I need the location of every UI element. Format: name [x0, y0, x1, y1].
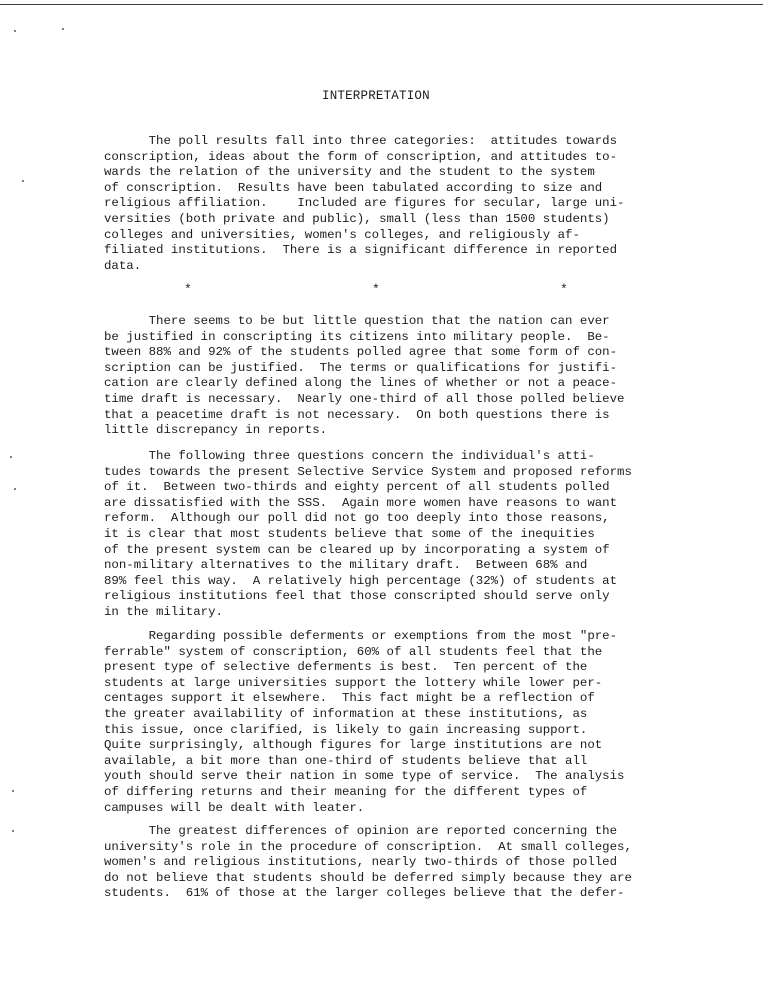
text-line: of the present system can be cleared up by incorporating a system of	[104, 542, 610, 557]
text-line: be justified in conscripting its citizens into military people. Be-	[104, 329, 610, 344]
text-line: conscription, ideas about the form of conscription, and attitudes to-	[104, 149, 618, 164]
text-line: that a peacetime draft is not necessary. On both questions there is	[104, 407, 610, 422]
paragraph-university-role	[104, 824, 644, 902]
text-line: campuses will be dealt with leater.	[104, 800, 365, 815]
text-line: The following three questions concern the individual's atti-	[104, 449, 595, 463]
scan-speck	[62, 28, 64, 30]
scan-speck	[12, 790, 14, 792]
text-line: The greatest differences of opinion are reported concerning the	[104, 824, 618, 838]
text-line: religious affiliation. Included are figures for secular, large uni-	[104, 196, 625, 211]
text-line: centages support it elsewhere. This fact might be a reflection of	[104, 691, 595, 706]
text-line: The poll results fall into three categories: attitudes towards	[104, 134, 618, 148]
section-separator	[0, 282, 763, 298]
text-line: versities (both private and public), small (less than 1500 students)	[104, 211, 610, 226]
text-line: it is clear that most students believe that some of the inequities	[104, 526, 595, 541]
text-line: of differing returns and their meaning for the different types of	[104, 784, 588, 799]
scan-speck	[22, 180, 24, 182]
text-line: do not believe that students should be deferred simply because they are	[104, 870, 632, 885]
text-line: available, a bit more than one-third of students believe that all	[104, 753, 588, 768]
text-line: religious institutions feel that those conscripted should serve only	[104, 589, 610, 604]
text-line: tudes towards the present Selective Service System and proposed reforms	[104, 464, 632, 479]
text-line: present type of selective deferments is best. Ten percent of the	[104, 660, 588, 675]
paragraph-selective-service	[104, 449, 644, 621]
text-line: wards the relation of the university and the student to the system	[104, 165, 595, 180]
text-line: of conscription. Results have been tabulated according to size and	[104, 180, 603, 195]
text-line: women's and religious institutions, nearly two-thirds of those polled	[104, 855, 618, 870]
text-line: scription can be justified. The terms or qualifications for justifi-	[104, 360, 618, 375]
text-line: in the military.	[104, 604, 223, 619]
separator-star: *	[184, 282, 192, 297]
paragraph-intro	[104, 134, 644, 274]
text-line: the greater availability of information at these institutions, as	[104, 706, 588, 721]
text-line: 89% feel this way. A relatively high percentage (32%) of students at	[104, 573, 618, 588]
text-line: students. 61% of those at the larger colleges believe that the defer-	[104, 886, 625, 901]
text-line: cation are clearly defined along the lines of whether or not a peace-	[104, 376, 618, 391]
separator-star: *	[372, 282, 380, 297]
page-title: INTERPRETATION	[322, 89, 430, 103]
paragraph-justification	[104, 314, 644, 439]
text-line: are dissatisfied with the SSS. Again more women have reasons to want	[104, 495, 618, 510]
text-line: reform. Although our poll did not go too deeply into those reasons,	[104, 511, 610, 526]
scan-speck	[14, 30, 16, 32]
text-line: of it. Between two-thirds and eighty percent of all students polled	[104, 480, 610, 495]
paragraph-deferments	[104, 629, 644, 816]
top-border-line	[0, 4, 763, 5]
text-line: data.	[104, 258, 142, 273]
text-line: Regarding possible deferments or exemptions from the most "pre-	[104, 629, 618, 643]
text-line: youth should serve their nation in some type of service. The analysis	[104, 769, 625, 784]
scan-speck	[14, 488, 16, 490]
text-line: tween 88% and 92% of the students polled agree that some form of con-	[104, 345, 618, 360]
text-line: There seems to be but little question that the nation can ever	[104, 314, 610, 328]
text-line: little discrepancy in reports.	[104, 423, 328, 438]
separator-star: *	[560, 282, 568, 297]
text-line: colleges and universities, women's colleges, and religiously af-	[104, 227, 580, 242]
text-line: non-military alternatives to the military draft. Between 68% and	[104, 558, 588, 573]
text-line: Quite surprisingly, although figures for large institutions are not	[104, 738, 603, 753]
text-line: time draft is necessary. Nearly one-third of all those polled believe	[104, 391, 625, 406]
scan-speck	[12, 830, 14, 832]
text-line: university's role in the procedure of conscription. At small colleges,	[104, 839, 632, 854]
text-line: students at large universities support the lottery while lower per-	[104, 675, 603, 690]
text-line: ferrable" system of conscription, 60% of all students feel that the	[104, 644, 603, 659]
text-line: filiated institutions. There is a significant difference in reported	[104, 243, 618, 258]
scan-speck	[10, 456, 12, 458]
text-line: this issue, once clarified, is likely to gain increasing support.	[104, 722, 588, 737]
